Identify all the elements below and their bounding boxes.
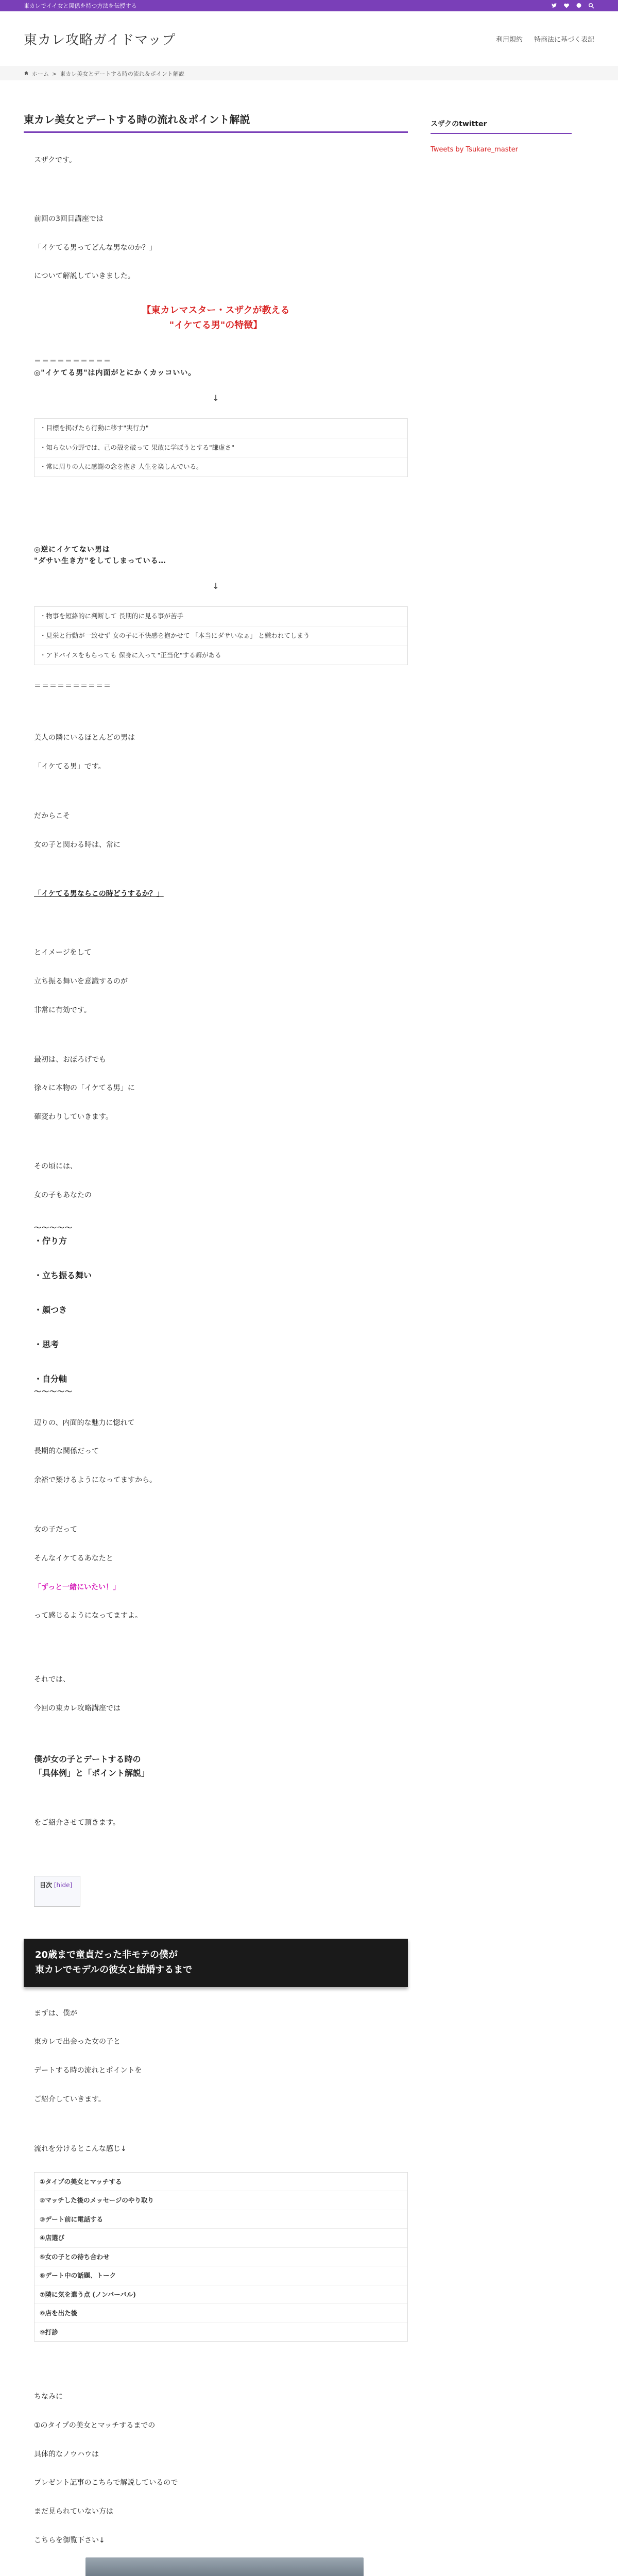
list-item: ・佇り方 xyxy=(34,1235,67,1246)
top-bar-text: 東カレでイイ女と関係を持つ方法を伝授する xyxy=(24,3,137,9)
text: ちなみに xyxy=(34,2393,63,2401)
text: 徐々に本物の「イケてる男」に xyxy=(34,1084,135,1093)
down-arrow: ↓ xyxy=(212,581,219,591)
list-item: ・自分軸 xyxy=(34,1374,67,1384)
text: 長期的な関係だって xyxy=(34,1447,99,1456)
text: とイメージをして xyxy=(34,948,92,957)
text: について解説していきました。 xyxy=(34,272,135,281)
article-title: 東カレ美女とデートする時の流れ＆ポイント解説 xyxy=(24,111,408,133)
banner-line: 東カレでモデルの彼女と結婚するまで xyxy=(35,1964,193,1975)
feature-box xyxy=(34,606,408,665)
box-item: ・物事を短絡的に判断して 長期的に見る事が苦手 xyxy=(35,607,407,626)
text: 最初は、おぼろげでも xyxy=(34,1055,106,1064)
text: ご紹介していきます。 xyxy=(34,2095,106,2104)
text: だからこそ xyxy=(34,811,70,820)
text: 前回の3回目講座では xyxy=(34,214,104,223)
box-item: ・知らない分野では、己の殻を破って 果敢に学ぼうとする"謙虚さ" xyxy=(35,438,407,458)
text: 今回の東カレ攻略講座では xyxy=(34,1704,121,1713)
step-list xyxy=(34,2172,408,2342)
article xyxy=(24,80,408,2576)
breadcrumb-home[interactable]: ホーム xyxy=(32,71,49,77)
site-logo[interactable]: 東カレ攻略ガイドマップ xyxy=(24,32,176,48)
wave-separator: 〜〜〜〜〜 xyxy=(34,1387,73,1396)
text: って感じるようになってますよ。 xyxy=(34,1612,142,1620)
text: 「ずっと一緒にいたい！」 xyxy=(34,1583,121,1591)
emphasis-line: 僕が女の子とデートする時の xyxy=(34,1754,141,1764)
text: ①のタイプの美女とマッチするまでの xyxy=(34,2421,156,2430)
step-item: ⑦隣に気を遣う点 (ノンバーバル) xyxy=(35,2285,407,2304)
step-item: ③デート前に電話する xyxy=(35,2210,407,2229)
red-heading xyxy=(24,303,408,333)
sidebar-heading: スザクのtwitter xyxy=(431,118,572,134)
text: 具体的なノウハウは xyxy=(34,2450,99,2459)
text: 非常に有効です。 xyxy=(34,1006,91,1014)
box-item: ・アドバイスをもらっても 保身に入って"正当化"する癖がある xyxy=(40,651,221,659)
step-item: ⑥デート中の話題、トーク xyxy=(35,2266,407,2285)
nav-legal[interactable]: 特商法に基づく表記 xyxy=(534,36,594,44)
text: 「イケてる男」です。 xyxy=(34,762,106,771)
site-header xyxy=(0,11,618,67)
article-image[interactable] xyxy=(85,2557,364,2576)
down-arrow: ↓ xyxy=(212,393,219,403)
list-item: ・立ち振る舞い xyxy=(34,1270,92,1280)
text: 女の子もあなたの xyxy=(34,1191,92,1199)
separator: ＝＝＝＝＝＝＝＝＝＝ xyxy=(34,682,111,691)
section-heading: "ダサい生き方"をしてしまっている… xyxy=(34,557,166,566)
box-item: ・目標を掲げたら行動に移す"実行力" xyxy=(35,419,407,438)
banner-line: 20歳まで童貞だった非モテの僕が xyxy=(35,1949,178,1960)
toc-label: 目次 xyxy=(40,1881,53,1889)
text: デートする時の流れとポイントを xyxy=(34,2066,142,2075)
red-heading-line: "イケてる男"の特徴】 xyxy=(169,319,263,331)
section-heading: ◎"イケてる男"は内面がとにかくカッコいい。 xyxy=(34,368,196,377)
text: 美人の隣にいるほとんどの男は xyxy=(34,734,135,742)
search-icon[interactable] xyxy=(588,3,594,9)
wave-separator: 〜〜〜〜〜 xyxy=(34,1224,73,1232)
text: 「イケてる男ってどんな男なのか？」 xyxy=(34,243,157,252)
heart-icon[interactable] xyxy=(563,3,570,9)
twitter-icon[interactable] xyxy=(551,3,557,9)
emphasis-line: 「具体例」と「ポイント解説」 xyxy=(34,1768,150,1778)
text: 東カレで出会った女の子と xyxy=(34,2038,121,2046)
header-nav xyxy=(496,34,594,44)
step-item: ⑨打診 xyxy=(40,2328,58,2336)
text: 確変わりしていきます。 xyxy=(34,1113,113,1122)
text: 辺りの、内面的な魅力に惚れて xyxy=(34,1418,135,1427)
breadcrumb xyxy=(0,67,618,80)
nav-terms[interactable]: 利用規約 xyxy=(495,36,523,44)
step-item: ②マッチした後のメッセージのやり取り xyxy=(35,2191,407,2210)
step-item: ⑤女の子との待ち合わせ xyxy=(35,2248,407,2267)
text: まずは、僕が xyxy=(34,2009,77,2018)
breadcrumb-sep: > xyxy=(52,70,57,77)
text: 「イケてる男ならこの時どうするか？」 xyxy=(34,890,164,899)
toc-toggle[interactable]: [hide] xyxy=(54,1881,73,1889)
home-icon xyxy=(24,71,29,77)
breadcrumb-current: 東カレ美女とデートする時の流れ＆ポイント解説 xyxy=(60,71,184,77)
text: 余裕で築けるようになってますから。 xyxy=(34,1476,157,1485)
section-banner xyxy=(24,1939,408,1987)
emphasis-heading xyxy=(24,1752,408,1780)
text: 流れを分けるとこんな感じ↓ xyxy=(34,2144,127,2153)
social-icons xyxy=(551,3,594,9)
separator: ＝＝＝＝＝＝＝＝＝＝ xyxy=(34,357,111,366)
text: プレゼント記事のこちらで解説しているので xyxy=(34,2479,178,2487)
list-item: ・顔つき xyxy=(34,1305,67,1315)
text: 女の子だって xyxy=(34,1525,77,1534)
box-item: ・常に周りの人に感謝の念を抱き 人生を楽しんでいる。 xyxy=(40,463,203,471)
text: そんなイケてるあなたと xyxy=(34,1554,113,1563)
box-item: ・見栄と行動が一致せず 女の子に不快感を抱かせて 「本当にダサいなぁ」 と嫌われてしまう xyxy=(35,626,407,646)
text: それでは、 xyxy=(34,1675,70,1684)
chat-icon[interactable] xyxy=(576,3,582,9)
text: まだ見られていない方は xyxy=(34,2507,113,2516)
table-of-contents xyxy=(34,1876,80,1907)
text: スザクです。 xyxy=(34,156,77,164)
section-heading: ◎逆にイケてない男は xyxy=(34,546,110,554)
step-item: ①タイプの美女とマッチする xyxy=(35,2173,407,2192)
text: をご紹介させて頂きます。 xyxy=(34,1819,120,1827)
step-item: ⑧店を出た後 xyxy=(35,2304,407,2323)
step-item: ④店選び xyxy=(35,2229,407,2248)
text: その頃には、 xyxy=(34,1162,77,1171)
sidebar xyxy=(431,80,572,2576)
text: 立ち振る舞いを意識するのが xyxy=(34,977,128,986)
top-bar xyxy=(0,0,618,11)
text: 女の子と関わる時は、常に xyxy=(34,840,121,849)
trait-list xyxy=(24,1234,408,1386)
twitter-timeline-link[interactable]: Tweets by Tsukare_master xyxy=(431,146,518,154)
list-item: ・思考 xyxy=(34,1340,59,1350)
feature-box xyxy=(34,418,408,477)
red-heading-line: 【東カレマスター・スザクが教える xyxy=(142,305,290,316)
text: こちらを御覧下さい↓ xyxy=(34,2536,105,2545)
